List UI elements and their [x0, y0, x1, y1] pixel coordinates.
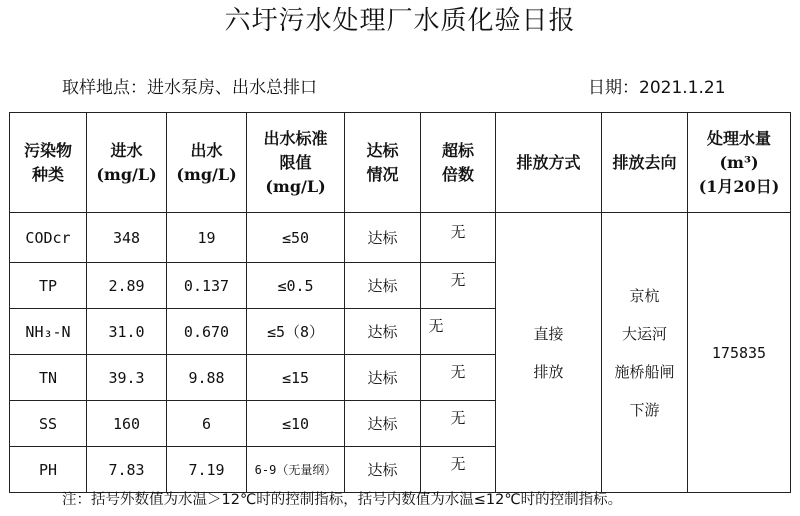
inflow-cell: 7.83	[87, 447, 167, 493]
header-status: 达标 情况	[345, 113, 421, 213]
sampling-label: 取样地点：	[62, 78, 147, 98]
status-cell: 达标	[345, 309, 421, 355]
status-cell: 达标	[345, 355, 421, 401]
standard-cell: ≤15	[247, 355, 345, 401]
exceed-cell: 无	[421, 309, 496, 355]
date-value: 2021.1.21	[639, 78, 726, 98]
header-discharge-destination: 排放去向	[602, 113, 688, 213]
header-pollutant: 污染物 种类	[10, 113, 87, 213]
outflow-cell: 0.137	[167, 263, 247, 309]
outflow-cell: 9.88	[167, 355, 247, 401]
date-label: 日期：	[588, 78, 639, 98]
pollutant-cell: SS	[10, 401, 87, 447]
header-discharge-method: 排放方式	[496, 113, 602, 213]
pollutant-cell: TP	[10, 263, 87, 309]
report-date	[588, 76, 726, 100]
outflow-cell: 19	[167, 213, 247, 263]
standard-cell: ≤10	[247, 401, 345, 447]
inflow-cell: 39.3	[87, 355, 167, 401]
header-outflow: 出水 (mg/L)	[167, 113, 247, 213]
standard-cell: ≤5（8）	[247, 309, 345, 355]
header-exceed: 超标 倍数	[421, 113, 496, 213]
header-row	[10, 113, 791, 213]
inflow-cell: 348	[87, 213, 167, 263]
status-cell: 达标	[345, 447, 421, 493]
sampling-location	[62, 76, 317, 100]
status-cell: 达标	[345, 401, 421, 447]
header-inflow: 进水 (mg/L)	[87, 113, 167, 213]
footnote: 注：括号外数值为水温＞12℃时的控制指标，括号内数值为水温≤12℃时的控制指标。	[62, 492, 623, 508]
outflow-cell: 0.670	[167, 309, 247, 355]
exceed-cell: 无	[421, 401, 496, 447]
header-standard: 出水标准 限值 (mg/L)	[247, 113, 345, 213]
exceed-cell: 无	[421, 355, 496, 401]
discharge-method-cell: 直接 排放	[496, 213, 602, 493]
inflow-cell: 31.0	[87, 309, 167, 355]
table-row	[10, 213, 791, 263]
sampling-value: 进水泵房、出水总排口	[147, 78, 317, 98]
outflow-cell: 7.19	[167, 447, 247, 493]
inflow-cell: 160	[87, 401, 167, 447]
standard-cell: 6-9（无量纲）	[247, 447, 345, 493]
pollutant-cell: NH₃-N	[10, 309, 87, 355]
pollutant-cell: PH	[10, 447, 87, 493]
flow-value-cell: 175835	[688, 213, 791, 493]
outflow-cell: 6	[167, 401, 247, 447]
exceed-cell: 无	[421, 213, 496, 263]
standard-cell: ≤0.5	[247, 263, 345, 309]
status-cell: 达标	[345, 263, 421, 309]
discharge-destination-cell: 京杭 大运河 施桥船闸 下游	[602, 213, 688, 493]
status-cell: 达标	[345, 213, 421, 263]
standard-cell: ≤50	[247, 213, 345, 263]
pollutant-cell: TN	[10, 355, 87, 401]
header-flow: 处理水量 (m³) (1月20日)	[688, 113, 791, 213]
water-quality-table	[9, 112, 791, 493]
exceed-cell: 无	[421, 263, 496, 309]
pollutant-cell: CODcr	[10, 213, 87, 263]
report-title: 六圩污水处理厂水质化验日报	[224, 6, 576, 36]
inflow-cell: 2.89	[87, 263, 167, 309]
exceed-cell: 无	[421, 447, 496, 493]
